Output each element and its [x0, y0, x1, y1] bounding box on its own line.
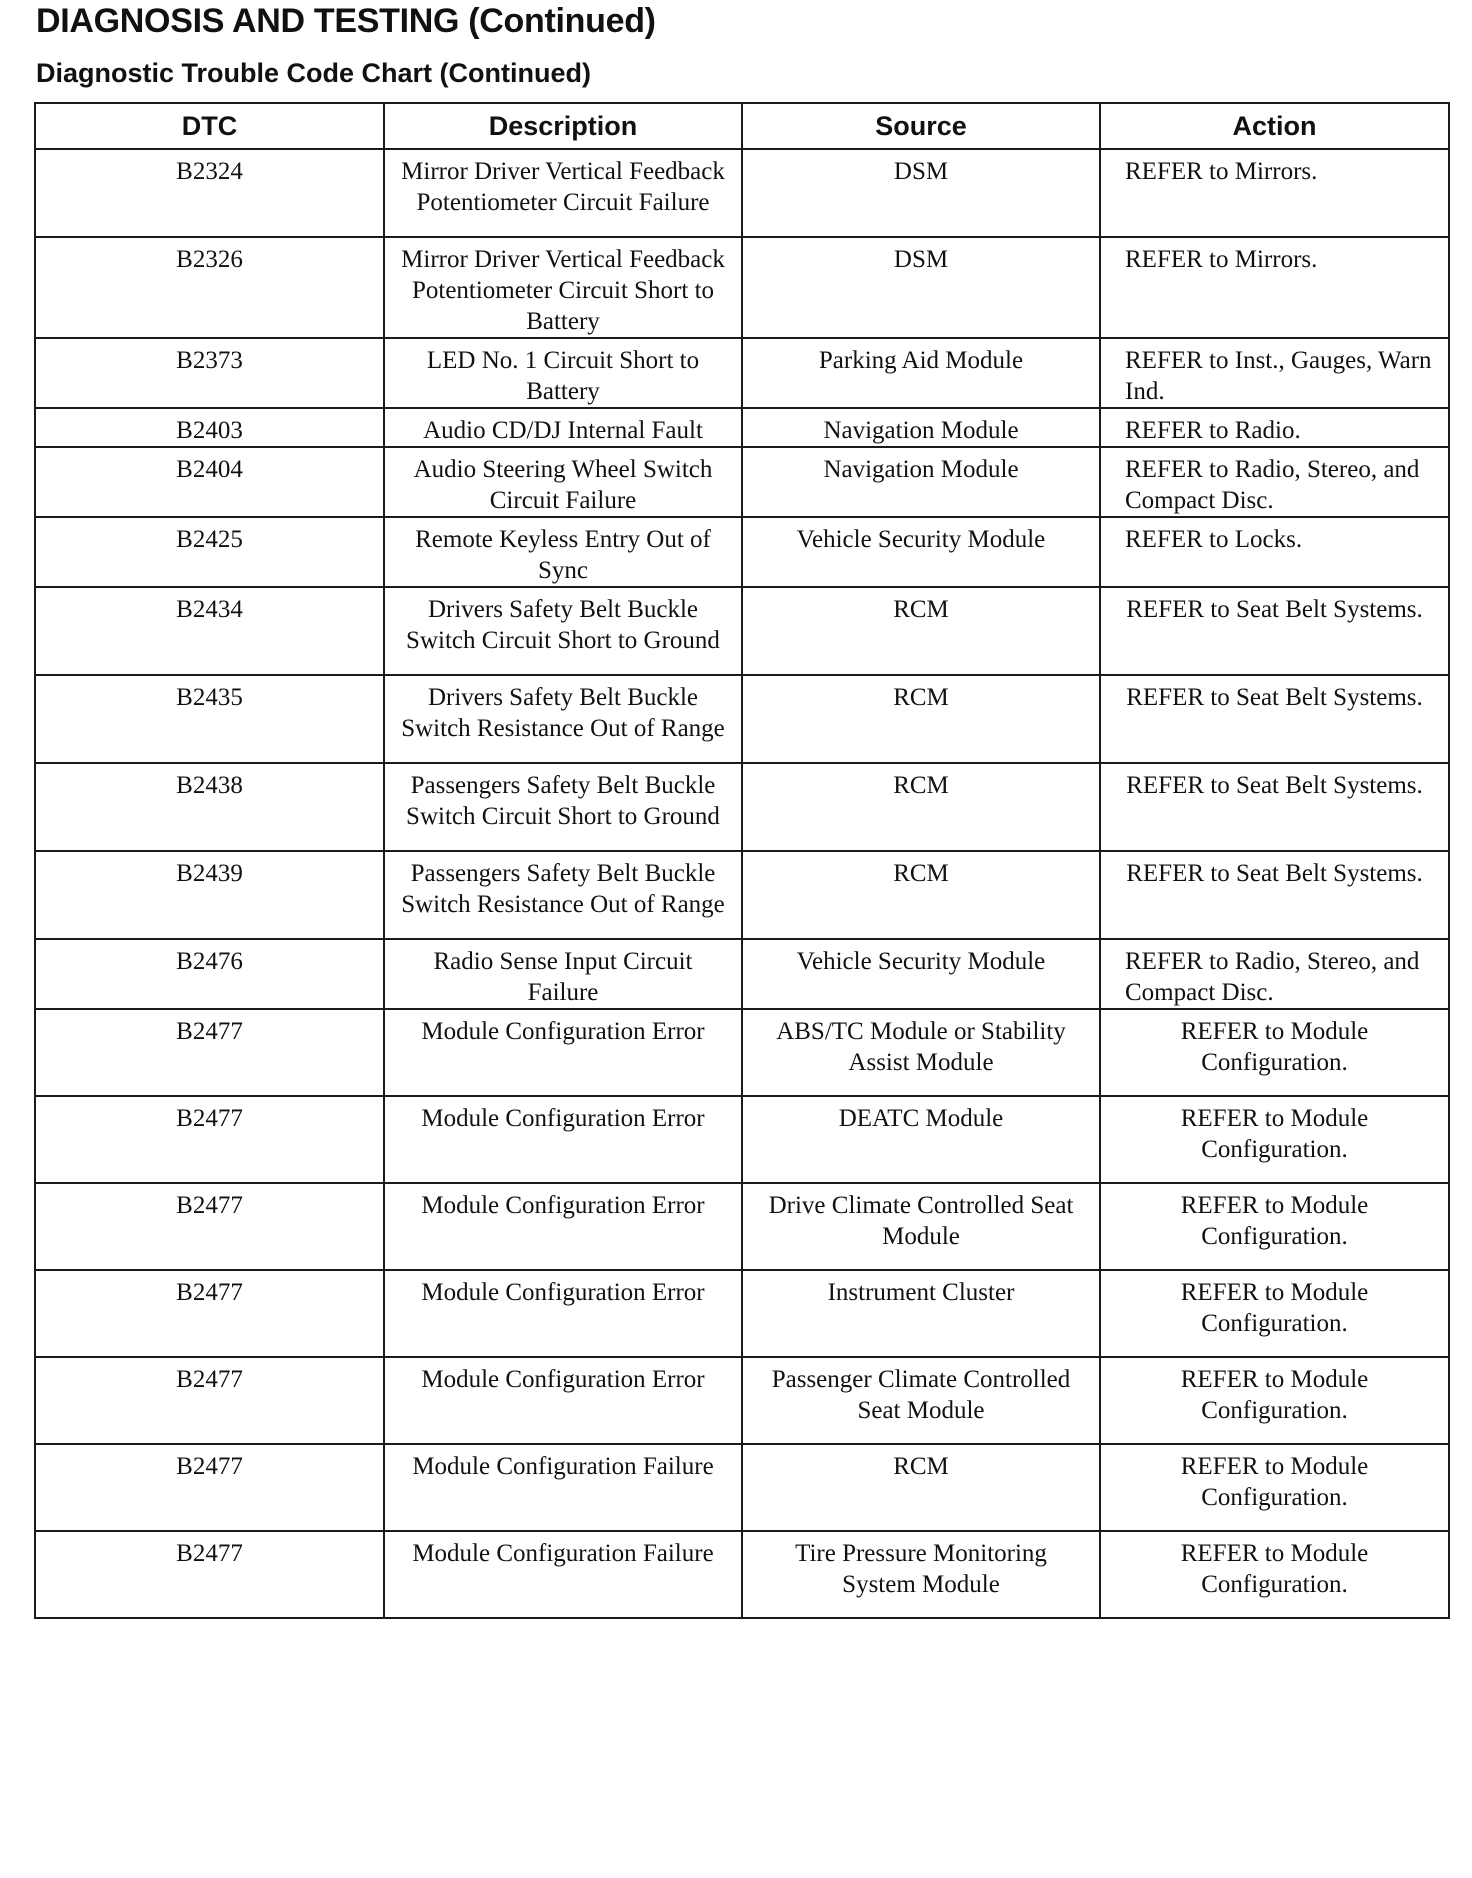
source-cell: RCM [742, 851, 1100, 939]
page-title: DIAGNOSIS AND TESTING (Continued) [36, 2, 656, 40]
table-row [35, 237, 1449, 338]
description-cell: Module Configuration Failure [384, 1444, 742, 1531]
description-cell: Audio Steering Wheel Switch Circuit Failure [384, 447, 742, 517]
description-cell: Radio Sense Input Circuit Failure [384, 939, 742, 1009]
table-row [35, 587, 1449, 675]
dtc-cell: B2477 [35, 1444, 384, 1531]
action-cell: REFER to Seat Belt Systems. [1100, 851, 1449, 939]
table-row [35, 149, 1449, 237]
action-cell: REFER to Module Configuration. [1100, 1009, 1449, 1096]
table-row [35, 517, 1449, 587]
source-cell: Navigation Module [742, 408, 1100, 447]
dtc-cell: B2373 [35, 338, 384, 408]
description-cell: Mirror Driver Vertical Feedback Potentiometer Circuit Short to Battery [384, 237, 742, 338]
dtc-cell: B2425 [35, 517, 384, 587]
dtc-cell: B2439 [35, 851, 384, 939]
action-cell: REFER to Module Configuration. [1100, 1270, 1449, 1357]
source-cell: DSM [742, 149, 1100, 237]
dtc-cell: B2403 [35, 408, 384, 447]
action-cell: REFER to Module Configuration. [1100, 1357, 1449, 1444]
dtc-cell: B2477 [35, 1270, 384, 1357]
table-row [35, 1444, 1449, 1531]
dtc-cell: B2404 [35, 447, 384, 517]
table-row [35, 408, 1449, 447]
description-cell: Module Configuration Error [384, 1096, 742, 1183]
description-cell: Remote Keyless Entry Out of Sync [384, 517, 742, 587]
dtc-cell: B2476 [35, 939, 384, 1009]
table-row [35, 939, 1449, 1009]
table-row [35, 675, 1449, 763]
table-row [35, 1096, 1449, 1183]
description-cell: Passengers Safety Belt Buckle Switch Resistance Out of Range [384, 851, 742, 939]
action-cell: REFER to Radio. [1100, 408, 1449, 447]
chart-title: Diagnostic Trouble Code Chart (Continued) [36, 58, 591, 88]
source-cell: RCM [742, 587, 1100, 675]
dtc-cell: B2326 [35, 237, 384, 338]
dtc-cell: B2477 [35, 1183, 384, 1270]
action-cell: REFER to Mirrors. [1100, 149, 1449, 237]
description-cell: Module Configuration Error [384, 1270, 742, 1357]
dtc-cell: B2434 [35, 587, 384, 675]
source-cell: RCM [742, 763, 1100, 851]
dtc-cell: B2324 [35, 149, 384, 237]
source-cell: ABS/TC Module or Stability Assist Module [742, 1009, 1100, 1096]
table-row [35, 763, 1449, 851]
action-cell: REFER to Seat Belt Systems. [1100, 587, 1449, 675]
description-cell: Drivers Safety Belt Buckle Switch Resistance Out of Range [384, 675, 742, 763]
table-row [35, 1183, 1449, 1270]
table-row [35, 1531, 1449, 1618]
table-row [35, 338, 1449, 408]
description-cell: Mirror Driver Vertical Feedback Potentiometer Circuit Failure [384, 149, 742, 237]
column-header-source: Source [742, 103, 1100, 149]
description-cell: Module Configuration Error [384, 1009, 742, 1096]
dtc-table [34, 102, 1450, 1619]
table-row [35, 851, 1449, 939]
source-cell: RCM [742, 1444, 1100, 1531]
source-cell: Vehicle Security Module [742, 517, 1100, 587]
action-cell: REFER to Radio, Stereo, and Compact Disc. [1100, 447, 1449, 517]
source-cell: DEATC Module [742, 1096, 1100, 1183]
source-cell: Drive Climate Controlled Seat Module [742, 1183, 1100, 1270]
dtc-cell: B2477 [35, 1009, 384, 1096]
table-row [35, 1009, 1449, 1096]
description-cell: Passengers Safety Belt Buckle Switch Circuit Short to Ground [384, 763, 742, 851]
action-cell: REFER to Locks. [1100, 517, 1449, 587]
dtc-cell: B2477 [35, 1357, 384, 1444]
source-cell: Passenger Climate Controlled Seat Module [742, 1357, 1100, 1444]
dtc-cell: B2477 [35, 1096, 384, 1183]
source-cell: RCM [742, 675, 1100, 763]
description-cell: LED No. 1 Circuit Short to Battery [384, 338, 742, 408]
action-cell: REFER to Mirrors. [1100, 237, 1449, 338]
action-cell: REFER to Seat Belt Systems. [1100, 675, 1449, 763]
column-header-description: Description [384, 103, 742, 149]
description-cell: Module Configuration Failure [384, 1531, 742, 1618]
description-cell: Audio CD/DJ Internal Fault [384, 408, 742, 447]
action-cell: REFER to Seat Belt Systems. [1100, 763, 1449, 851]
action-cell: REFER to Inst., Gauges, Warn Ind. [1100, 338, 1449, 408]
action-cell: REFER to Radio, Stereo, and Compact Disc. [1100, 939, 1449, 1009]
table-row [35, 447, 1449, 517]
dtc-cell: B2477 [35, 1531, 384, 1618]
source-cell: Vehicle Security Module [742, 939, 1100, 1009]
action-cell: REFER to Module Configuration. [1100, 1531, 1449, 1618]
action-cell: REFER to Module Configuration. [1100, 1183, 1449, 1270]
action-cell: REFER to Module Configuration. [1100, 1096, 1449, 1183]
dtc-cell: B2438 [35, 763, 384, 851]
source-cell: Navigation Module [742, 447, 1100, 517]
table-row [35, 1270, 1449, 1357]
column-header-dtc: DTC [35, 103, 384, 149]
action-cell: REFER to Module Configuration. [1100, 1444, 1449, 1531]
source-cell: Instrument Cluster [742, 1270, 1100, 1357]
column-header-action: Action [1100, 103, 1449, 149]
description-cell: Module Configuration Error [384, 1183, 742, 1270]
table-header-row [35, 103, 1449, 149]
source-cell: Tire Pressure Monitoring System Module [742, 1531, 1100, 1618]
description-cell: Drivers Safety Belt Buckle Switch Circuit Short to Ground [384, 587, 742, 675]
description-cell: Module Configuration Error [384, 1357, 742, 1444]
source-cell: DSM [742, 237, 1100, 338]
dtc-cell: B2435 [35, 675, 384, 763]
table-row [35, 1357, 1449, 1444]
source-cell: Parking Aid Module [742, 338, 1100, 408]
table-body [35, 149, 1449, 1618]
